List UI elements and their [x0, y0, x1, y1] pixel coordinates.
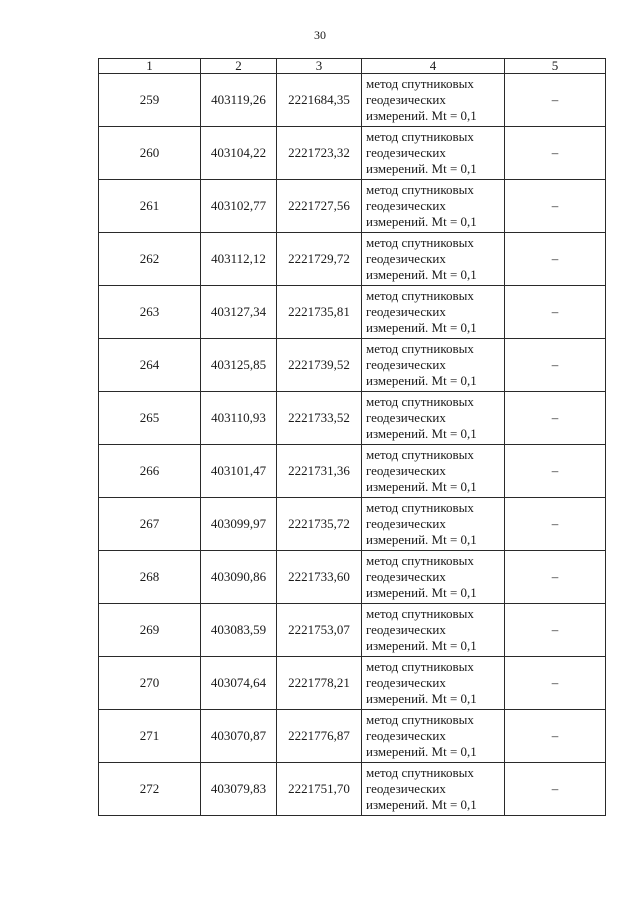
table-row [99, 339, 606, 392]
coord-x-cell: 403125,85 [201, 339, 277, 392]
note-cell: – [505, 445, 606, 498]
table-body [99, 74, 606, 816]
table-row [99, 286, 606, 339]
method-line-1: метод спутниковых [366, 394, 474, 409]
method-line-1: метод спутниковых [366, 129, 474, 144]
point-number-cell: 267 [99, 498, 201, 551]
method-cell [362, 551, 505, 604]
method-line-1: метод спутниковых [366, 606, 474, 621]
method-line-2: геодезических [366, 251, 446, 266]
point-number-cell: 265 [99, 392, 201, 445]
method-line-2: геодезических [366, 410, 446, 425]
method-line-3: измерений. Mt = 0,1 [366, 479, 477, 494]
header-col-3: 3 [277, 59, 362, 74]
coord-x-cell: 403104,22 [201, 127, 277, 180]
method-cell [362, 498, 505, 551]
coord-y-cell: 2221778,21 [277, 657, 362, 710]
coord-x-cell: 403101,47 [201, 445, 277, 498]
coord-y-cell: 2221723,32 [277, 127, 362, 180]
method-line-1: метод спутниковых [366, 235, 474, 250]
note-cell: – [505, 392, 606, 445]
method-line-2: геодезических [366, 675, 446, 690]
point-number-cell: 259 [99, 74, 201, 127]
point-number-cell: 266 [99, 445, 201, 498]
table-row [99, 392, 606, 445]
method-line-2: геодезических [366, 622, 446, 637]
method-cell [362, 710, 505, 763]
method-line-3: измерений. Mt = 0,1 [366, 214, 477, 229]
note-cell: – [505, 763, 606, 816]
method-line-3: измерений. Mt = 0,1 [366, 161, 477, 176]
coord-x-cell: 403090,86 [201, 551, 277, 604]
coord-y-cell: 2221684,35 [277, 74, 362, 127]
method-cell [362, 657, 505, 710]
method-line-3: измерений. Mt = 0,1 [366, 691, 477, 706]
header-row [99, 59, 606, 74]
coord-x-cell: 403102,77 [201, 180, 277, 233]
coord-y-cell: 2221776,87 [277, 710, 362, 763]
method-line-3: измерений. Mt = 0,1 [366, 638, 477, 653]
method-cell [362, 74, 505, 127]
method-cell [362, 233, 505, 286]
method-line-3: измерений. Mt = 0,1 [366, 426, 477, 441]
coord-x-cell: 403070,87 [201, 710, 277, 763]
method-line-3: измерений. Mt = 0,1 [366, 267, 477, 282]
method-line-1: метод спутниковых [366, 500, 474, 515]
method-line-1: метод спутниковых [366, 341, 474, 356]
coord-x-cell: 403127,34 [201, 286, 277, 339]
header-col-4: 4 [362, 59, 505, 74]
method-line-2: геодезических [366, 728, 446, 743]
method-line-3: измерений. Mt = 0,1 [366, 797, 477, 812]
coord-x-cell: 403110,93 [201, 392, 277, 445]
point-number-cell: 261 [99, 180, 201, 233]
note-cell: – [505, 286, 606, 339]
coord-y-cell: 2221727,56 [277, 180, 362, 233]
method-line-3: измерений. Mt = 0,1 [366, 532, 477, 547]
coord-y-cell: 2221733,60 [277, 551, 362, 604]
header-col-1: 1 [99, 59, 201, 74]
coord-y-cell: 2221733,52 [277, 392, 362, 445]
table-row [99, 74, 606, 127]
note-cell: – [505, 657, 606, 710]
method-line-3: измерений. Mt = 0,1 [366, 373, 477, 388]
method-cell [362, 445, 505, 498]
coord-x-cell: 403119,26 [201, 74, 277, 127]
method-line-2: геодезических [366, 516, 446, 531]
table-row [99, 604, 606, 657]
note-cell: – [505, 180, 606, 233]
method-line-3: измерений. Mt = 0,1 [366, 108, 477, 123]
note-cell: – [505, 710, 606, 763]
method-line-3: измерений. Mt = 0,1 [366, 320, 477, 335]
method-cell [362, 127, 505, 180]
method-cell [362, 339, 505, 392]
point-number-cell: 271 [99, 710, 201, 763]
note-cell: – [505, 498, 606, 551]
method-line-2: геодезических [366, 198, 446, 213]
table-row [99, 763, 606, 816]
coordinates-table [98, 58, 606, 816]
method-line-2: геодезических [366, 463, 446, 478]
header-col-5: 5 [505, 59, 606, 74]
point-number-cell: 263 [99, 286, 201, 339]
table-row [99, 657, 606, 710]
note-cell: – [505, 74, 606, 127]
note-cell: – [505, 233, 606, 286]
method-line-1: метод спутниковых [366, 712, 474, 727]
coord-x-cell: 403074,64 [201, 657, 277, 710]
page-number: 30 [314, 28, 326, 42]
note-cell: – [505, 127, 606, 180]
method-line-2: геодезических [366, 145, 446, 160]
coord-x-cell: 403083,59 [201, 604, 277, 657]
header-col-2: 2 [201, 59, 277, 74]
method-line-1: метод спутниковых [366, 447, 474, 462]
coord-y-cell: 2221729,72 [277, 233, 362, 286]
method-cell [362, 286, 505, 339]
method-line-2: геодезических [366, 304, 446, 319]
coord-y-cell: 2221753,07 [277, 604, 362, 657]
method-line-2: геодезических [366, 569, 446, 584]
point-number-cell: 268 [99, 551, 201, 604]
coord-y-cell: 2221735,81 [277, 286, 362, 339]
method-line-3: измерений. Mt = 0,1 [366, 585, 477, 600]
table-row [99, 445, 606, 498]
point-number-cell: 264 [99, 339, 201, 392]
table-row [99, 180, 606, 233]
method-line-2: геодезических [366, 781, 446, 796]
coord-x-cell: 403099,97 [201, 498, 277, 551]
method-cell [362, 392, 505, 445]
coord-x-cell: 403079,83 [201, 763, 277, 816]
method-line-1: метод спутниковых [366, 765, 474, 780]
point-number-cell: 260 [99, 127, 201, 180]
table-row [99, 233, 606, 286]
coord-y-cell: 2221751,70 [277, 763, 362, 816]
table-row [99, 551, 606, 604]
table-row [99, 710, 606, 763]
method-line-2: геодезических [366, 92, 446, 107]
coord-y-cell: 2221731,36 [277, 445, 362, 498]
method-line-2: геодезических [366, 357, 446, 372]
coord-y-cell: 2221735,72 [277, 498, 362, 551]
point-number-cell: 272 [99, 763, 201, 816]
table-header [99, 59, 606, 74]
coord-y-cell: 2221739,52 [277, 339, 362, 392]
method-cell [362, 604, 505, 657]
table-row [99, 498, 606, 551]
method-line-1: метод спутниковых [366, 76, 474, 91]
table-row [99, 127, 606, 180]
point-number-cell: 270 [99, 657, 201, 710]
method-line-1: метод спутниковых [366, 182, 474, 197]
note-cell: – [505, 339, 606, 392]
method-line-1: метод спутниковых [366, 288, 474, 303]
note-cell: – [505, 604, 606, 657]
method-line-1: метод спутниковых [366, 553, 474, 568]
method-cell [362, 180, 505, 233]
point-number-cell: 269 [99, 604, 201, 657]
point-number-cell: 262 [99, 233, 201, 286]
method-line-1: метод спутниковых [366, 659, 474, 674]
coord-x-cell: 403112,12 [201, 233, 277, 286]
method-line-3: измерений. Mt = 0,1 [366, 744, 477, 759]
method-cell [362, 763, 505, 816]
note-cell: – [505, 551, 606, 604]
